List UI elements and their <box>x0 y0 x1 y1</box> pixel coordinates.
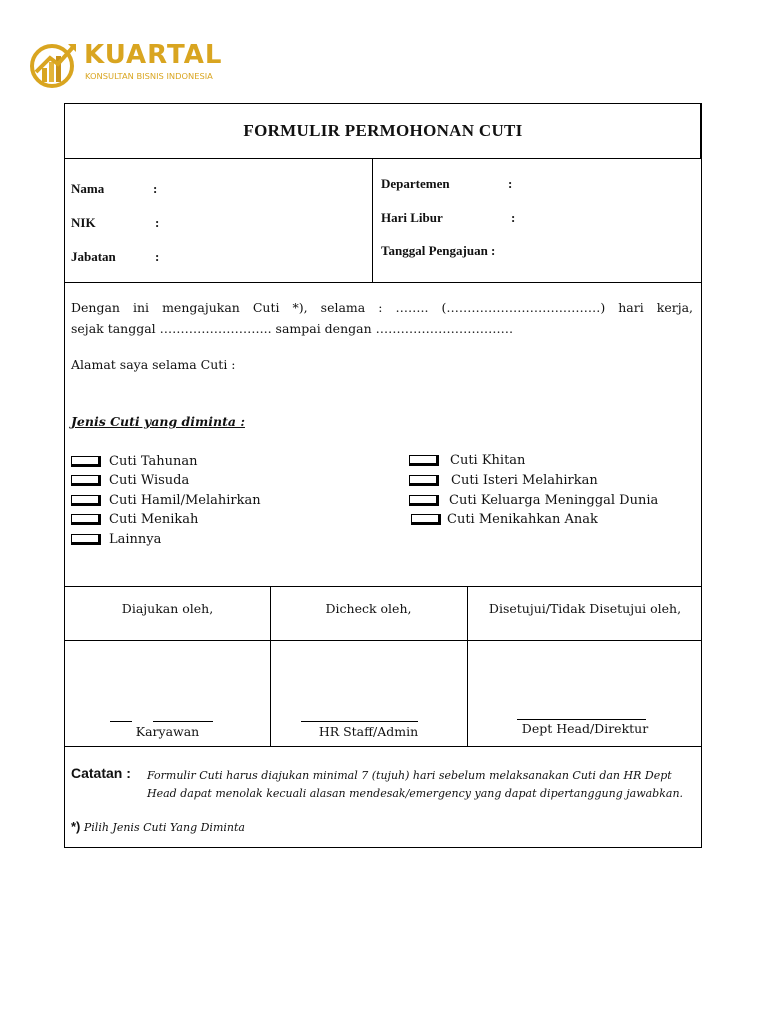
footnote-mark: *) <box>71 819 81 834</box>
checkbox[interactable] <box>409 455 439 466</box>
checkbox[interactable] <box>409 475 439 486</box>
sig-header-disetujui: Disetujui/Tidak Disetujui oleh, <box>488 601 682 616</box>
hari-libur-label: Hari Libur <box>381 210 443 225</box>
logo-tagline: KONSULTAN BISNIS INDONESIA <box>85 71 213 81</box>
leave-statement <box>71 297 693 339</box>
nik-label: NIK <box>71 215 96 230</box>
company-logo <box>28 38 228 90</box>
tanggal-pengajuan-label: Tanggal Pengajuan : <box>381 243 496 258</box>
logo-name: KUARTAL <box>84 40 223 70</box>
signature-line <box>301 721 418 722</box>
sig-header-diajukan: Diajukan oleh, <box>121 601 214 616</box>
option-cuti-isteri-melahirkan[interactable]: Cuti Isteri Melahirkan <box>409 472 598 488</box>
option-cuti-wisuda[interactable]: Cuti Wisuda <box>71 472 189 488</box>
sig-header-dicheck: Dicheck oleh, <box>325 601 412 616</box>
divider <box>65 640 701 641</box>
signature-line <box>153 721 213 722</box>
option-cuti-hamil[interactable]: Cuti Hamil/Melahirkan <box>71 492 261 508</box>
divider <box>65 158 701 159</box>
option-lainnya[interactable]: Lainnya <box>71 531 161 547</box>
nama-sep: : <box>153 181 158 196</box>
option-cuti-menikah[interactable]: Cuti Menikah <box>71 511 198 527</box>
departemen-sep: : <box>508 176 513 191</box>
statement-line-1: Dengan ini mengajukan Cuti *), selama : …….. (……………………….………) hari kerja, <box>71 300 693 315</box>
departemen-label: Departemen <box>381 176 450 191</box>
option-cuti-khitan[interactable]: Cuti Khitan <box>409 452 525 468</box>
option-cuti-keluarga-meninggal[interactable]: Cuti Keluarga Meninggal Dunia <box>409 492 658 508</box>
divider <box>372 158 373 282</box>
address-label: Alamat saya selama Cuti : <box>71 357 236 372</box>
checkbox[interactable] <box>71 475 101 486</box>
option-cuti-tahunan[interactable]: Cuti Tahunan <box>71 453 198 469</box>
signature-line <box>110 721 132 722</box>
divider <box>65 746 701 747</box>
sig-role-karyawan: Karyawan <box>135 724 200 739</box>
form-title: FORMULIR PERMOHONAN CUTI <box>243 121 523 140</box>
kuartal-chart-logo-icon <box>28 38 80 90</box>
checkbox[interactable] <box>71 534 101 545</box>
checkbox[interactable] <box>71 495 101 506</box>
catatan-label: Catatan : <box>71 765 131 781</box>
jabatan-label: Jabatan <box>71 249 116 264</box>
statement-line-2: sejak tanggal ……………………... sampai dengan …………………………… <box>71 321 514 336</box>
footnote-text: Pilih Jenis Cuti Yang Diminta <box>83 821 245 834</box>
checkbox[interactable] <box>71 456 101 467</box>
signature-line <box>517 719 646 720</box>
leave-type-heading: Jenis Cuti yang diminta : <box>71 414 245 429</box>
nik-sep: : <box>155 215 160 230</box>
checkbox[interactable] <box>409 495 439 506</box>
sig-role-dept-head: Dept Head/Direktur <box>521 721 649 736</box>
checkbox[interactable] <box>411 514 441 525</box>
option-cuti-menikahkan-anak[interactable]: Cuti Menikahkan Anak <box>411 511 598 527</box>
footnote <box>71 819 245 834</box>
divider <box>65 586 701 587</box>
divider <box>65 282 701 283</box>
jabatan-sep: : <box>155 249 160 264</box>
catatan-text: Formulir Cuti harus diajukan minimal 7 (tujuh) hari sebelum melaksanakan Cuti dan HR Dept Head dapat menolak kecuali alasan mendesak/emergency yang dapat dipertanggung jawabkan. <box>147 769 684 800</box>
leave-request-form <box>64 103 702 848</box>
nama-label: Nama <box>71 181 105 196</box>
hari-libur-sep: : <box>511 210 516 225</box>
checkbox[interactable] <box>71 514 101 525</box>
sig-role-hr: HR Staff/Admin <box>318 724 419 739</box>
